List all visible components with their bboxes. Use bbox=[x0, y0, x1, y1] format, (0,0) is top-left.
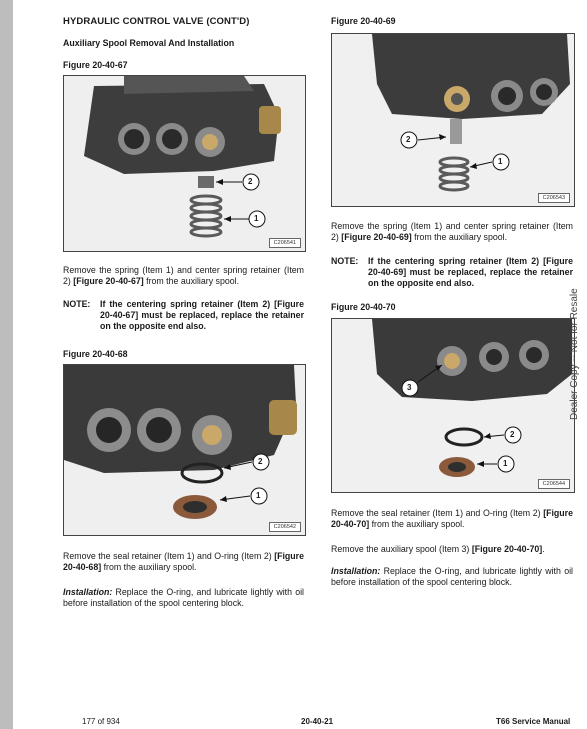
installation-right: Installation: Replace the O-ring, and lubricate lightly with oil before installation of the spool centering block. bbox=[331, 566, 573, 587]
page-spine bbox=[0, 0, 13, 729]
callout-2: 2 bbox=[510, 430, 515, 439]
figure-code-68: C206542 bbox=[269, 522, 301, 532]
figure-code-70: C206544 bbox=[538, 479, 570, 489]
subsection-title: Auxiliary Spool Removal And Installation bbox=[63, 38, 235, 48]
callout-1: 1 bbox=[254, 214, 259, 223]
paragraph-remove-spool: Remove the auxiliary spool (Item 3) [Figure 20-40-70]. bbox=[331, 544, 545, 554]
note-right: NOTE: If the centering spring retainer (Item 2) [Figure 20-40-69] must be replaced, replace the retainer on the opposite end also. bbox=[331, 256, 573, 288]
note-left: NOTE: If the centering spring retainer (Item 2) [Figure 20-40-67] must be replaced, replace the retainer on the opposite end also. bbox=[63, 299, 304, 331]
figure-photo-67 bbox=[63, 75, 306, 252]
section-title: HYDRAULIC CONTROL VALVE (CONT'D) bbox=[63, 16, 250, 27]
figure-label-67: Figure 20-40-67 bbox=[63, 60, 128, 70]
figure-code-69: C206543 bbox=[538, 193, 570, 203]
callout-3: 3 bbox=[407, 383, 412, 392]
dealer-copy-watermark: Dealer Copy -- Not for Resale bbox=[569, 288, 580, 420]
figure-photo-70 bbox=[331, 318, 575, 493]
callout-1: 1 bbox=[503, 459, 508, 468]
footer-page-count: 177 of 934 bbox=[82, 717, 120, 726]
figure-label-69: Figure 20-40-69 bbox=[331, 16, 396, 26]
callout-1: 1 bbox=[256, 491, 261, 500]
figure-label-68: Figure 20-40-68 bbox=[63, 349, 128, 359]
callout-2: 2 bbox=[248, 177, 253, 186]
footer-manual-title: T66 Service Manual bbox=[496, 717, 571, 726]
paragraph-remove-seal-right: Remove the seal retainer (Item 1) and O-ring (Item 2) [Figure 20-40-70] from the auxiliary spool. bbox=[331, 508, 573, 529]
figure-photo-69 bbox=[331, 33, 575, 207]
figure-photo-68 bbox=[63, 364, 306, 536]
callout-2: 2 bbox=[258, 457, 263, 466]
paragraph-remove-spring-right: Remove the spring (Item 1) and center spring retainer (Item 2) [Figure 20-40-69] from the auxiliary spool. bbox=[331, 221, 573, 242]
figure-code-67: C206541 bbox=[269, 238, 301, 248]
installation-left: Installation: Replace the O-ring, and lubricate lightly with oil before installation of the spool centering block. bbox=[63, 587, 304, 608]
paragraph-remove-seal-left: Remove the seal retainer (Item 1) and O-ring (Item 2) [Figure 20-40-68] from the auxiliary spool. bbox=[63, 551, 304, 572]
paragraph-remove-spring-left: Remove the spring (Item 1) and center spring retainer (Item 2) [Figure 20-40-67] from the auxiliary spool. bbox=[63, 265, 304, 286]
callout-2: 2 bbox=[406, 135, 411, 144]
figure-label-70: Figure 20-40-70 bbox=[331, 302, 396, 312]
footer-page-number: 20-40-21 bbox=[301, 717, 334, 726]
callout-1: 1 bbox=[498, 157, 503, 166]
